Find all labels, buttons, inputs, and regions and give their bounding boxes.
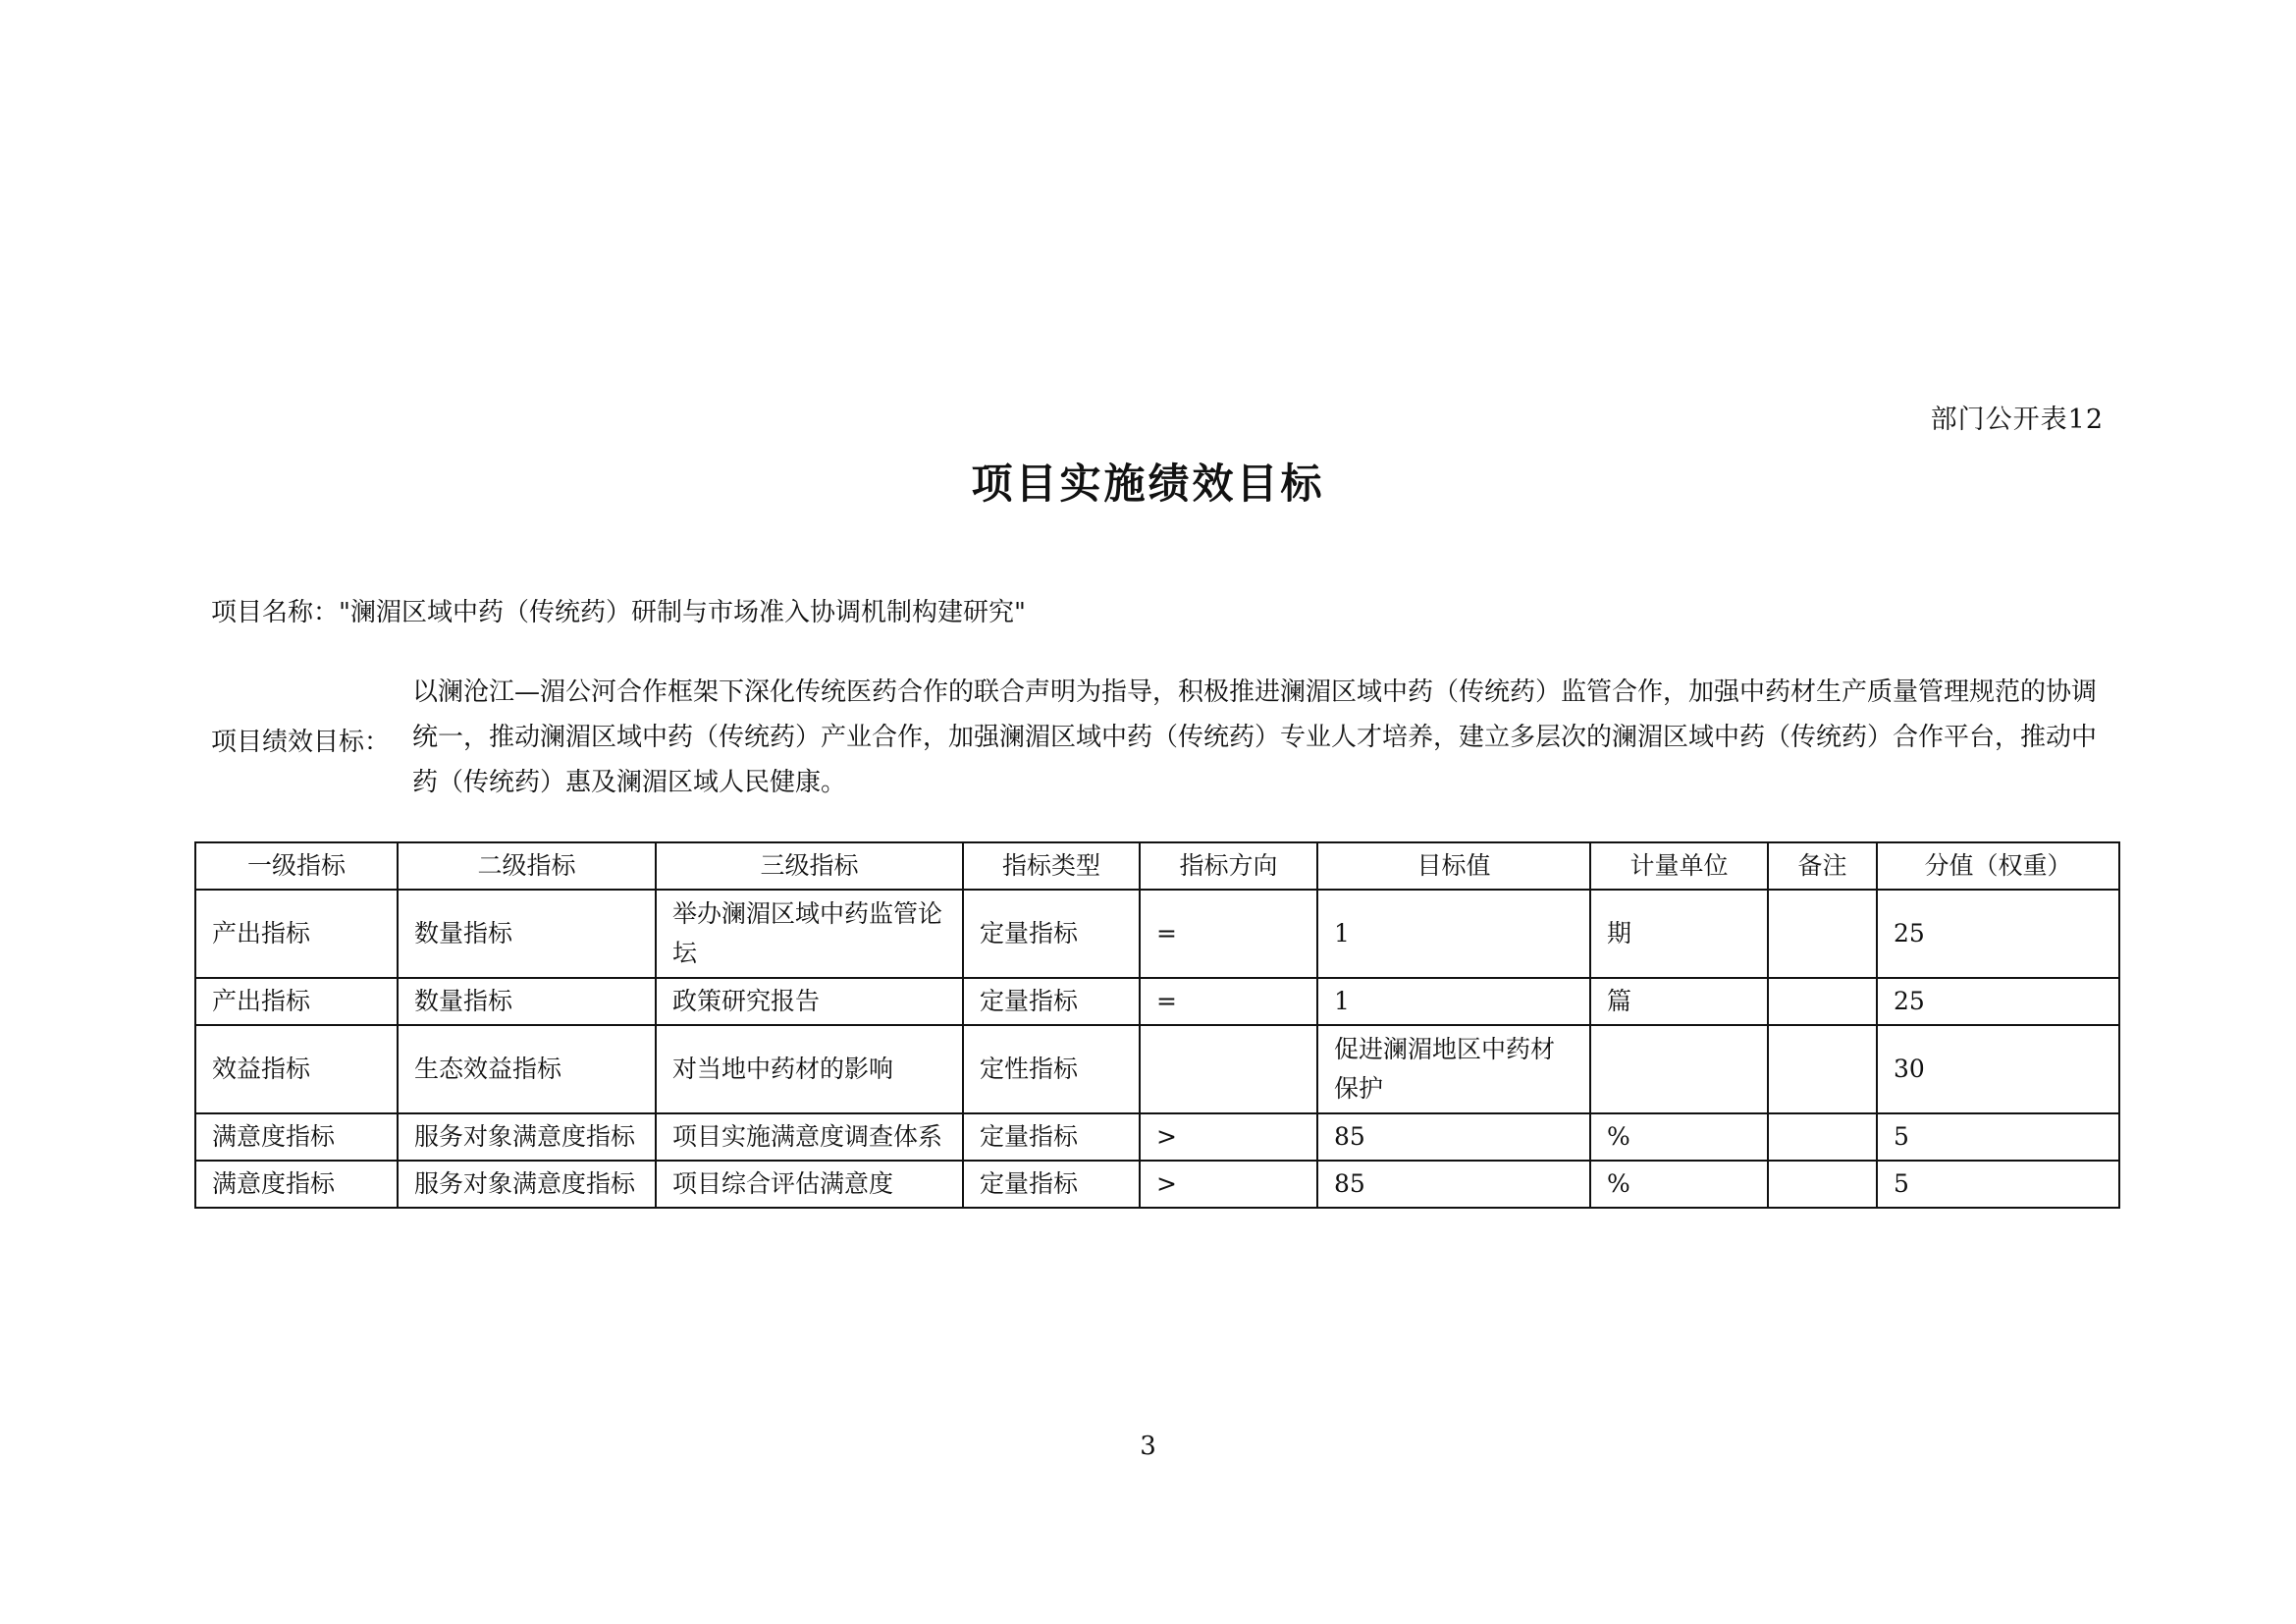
table-row xyxy=(195,1113,2119,1161)
cell-remarks xyxy=(1768,890,1877,978)
cell-level3: 政策研究报告 xyxy=(656,978,963,1025)
cell-level1: 产出指标 xyxy=(195,890,398,978)
table-row xyxy=(195,1025,2119,1113)
table-row xyxy=(195,1161,2119,1208)
cell-unit: 期 xyxy=(1590,890,1768,978)
cell-unit xyxy=(1590,1025,1768,1113)
performance-metrics-table xyxy=(194,841,2120,1209)
header-indicator-type: 指标类型 xyxy=(963,842,1140,890)
cell-direction: > xyxy=(1140,1161,1317,1208)
cell-level3: 项目综合评估满意度 xyxy=(656,1161,963,1208)
cell-type: 定量指标 xyxy=(963,978,1140,1025)
cell-level2: 服务对象满意度指标 xyxy=(398,1113,656,1161)
performance-goal-text: 以澜沧江—湄公河合作框架下深化传统医药合作的联合声明为指导，积极推进澜湄区域中药（传统药）监管合作，加强中药材生产质量管理规范的协调统一，推动澜湄区域中药（传统药）产业合作，加强澜湄区域中药（传统药）专业人才培养，建立多层次的澜湄区域中药（传统药）合作平台，推动中药（传统药）惠及澜湄区域人民健康。 xyxy=(412,677,2098,797)
cell-score: 30 xyxy=(1877,1025,2119,1113)
cell-unit: 篇 xyxy=(1590,978,1768,1025)
cell-level1: 效益指标 xyxy=(195,1025,398,1113)
project-name-line xyxy=(211,592,1026,628)
cell-direction: = xyxy=(1140,890,1317,978)
cell-direction: > xyxy=(1140,1113,1317,1161)
cell-level3: 举办澜湄区域中药监管论坛 xyxy=(656,890,963,978)
cell-type: 定量指标 xyxy=(963,890,1140,978)
cell-direction xyxy=(1140,1025,1317,1113)
project-name-value: "澜湄区域中药（传统药）研制与市场准入协调机制构建研究" xyxy=(339,598,1026,627)
performance-goal-label: 项目绩效目标： xyxy=(211,728,391,757)
cell-score: 25 xyxy=(1877,890,2119,978)
cell-score: 25 xyxy=(1877,978,2119,1025)
header-remarks: 备注 xyxy=(1768,842,1877,890)
cell-remarks xyxy=(1768,978,1877,1025)
table-header-row xyxy=(195,842,2119,890)
page-number: 3 xyxy=(1140,1432,1156,1461)
cell-target: 85 xyxy=(1317,1113,1590,1161)
header-target-value: 目标值 xyxy=(1317,842,1590,890)
cell-type: 定量指标 xyxy=(963,1161,1140,1208)
project-name-label: 项目名称： xyxy=(211,598,340,627)
table-row xyxy=(195,978,2119,1025)
cell-level2: 数量指标 xyxy=(398,890,656,978)
cell-unit: % xyxy=(1590,1161,1768,1208)
header-level2-indicator: 二级指标 xyxy=(398,842,656,890)
cell-level1: 满意度指标 xyxy=(195,1113,398,1161)
cell-score: 5 xyxy=(1877,1113,2119,1161)
cell-level2: 生态效益指标 xyxy=(398,1025,656,1113)
header-indicator-direction: 指标方向 xyxy=(1140,842,1317,890)
cell-score: 5 xyxy=(1877,1161,2119,1208)
cell-target: 85 xyxy=(1317,1161,1590,1208)
header-level1-indicator: 一级指标 xyxy=(195,842,398,890)
cell-type: 定性指标 xyxy=(963,1025,1140,1113)
table-row xyxy=(195,890,2119,978)
header-score-weight: 分值（权重） xyxy=(1877,842,2119,890)
cell-target: 促进澜湄地区中药材保护 xyxy=(1317,1025,1590,1113)
cell-level1: 产出指标 xyxy=(195,978,398,1025)
cell-level1: 满意度指标 xyxy=(195,1161,398,1208)
cell-type: 定量指标 xyxy=(963,1113,1140,1161)
cell-direction: = xyxy=(1140,978,1317,1025)
cell-level3: 项目实施满意度调查体系 xyxy=(656,1113,963,1161)
cell-target: 1 xyxy=(1317,978,1590,1025)
header-level3-indicator: 三级指标 xyxy=(656,842,963,890)
cell-target: 1 xyxy=(1317,890,1590,978)
form-code: 部门公开表12 xyxy=(1930,405,2104,435)
page-title: 项目实施绩效目标 xyxy=(971,460,1325,508)
header-unit: 计量单位 xyxy=(1590,842,1768,890)
cell-level3: 对当地中药材的影响 xyxy=(656,1025,963,1113)
cell-unit: % xyxy=(1590,1113,1768,1161)
cell-remarks xyxy=(1768,1025,1877,1113)
cell-level2: 数量指标 xyxy=(398,978,656,1025)
cell-remarks xyxy=(1768,1161,1877,1208)
cell-level2: 服务对象满意度指标 xyxy=(398,1161,656,1208)
cell-remarks xyxy=(1768,1113,1877,1161)
